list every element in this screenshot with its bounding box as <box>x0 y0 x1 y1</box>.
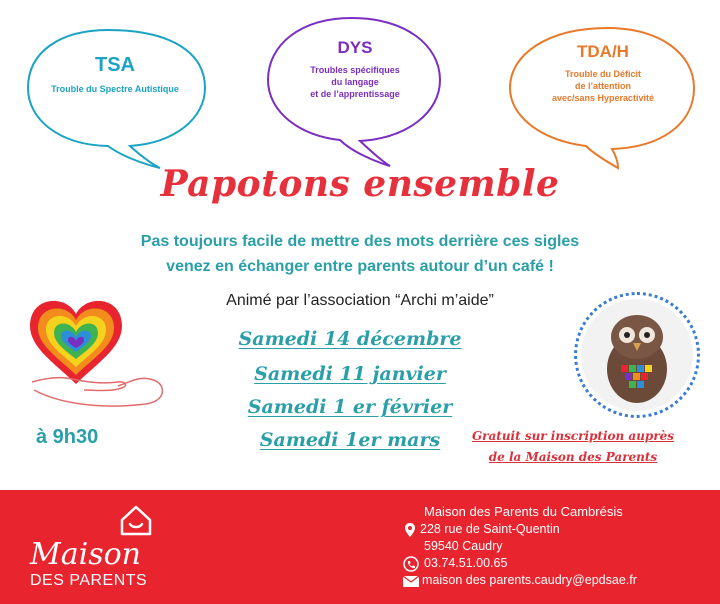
dys-subtitle-line: Troubles spécifiques <box>310 65 400 75</box>
gratuit-line-2: de la Maison des Parents <box>488 450 658 464</box>
tsa-bubble <box>30 54 200 95</box>
phone-number: 03.74.51.00.65 <box>424 556 508 570</box>
date-item: Samedi 1er mars <box>259 429 441 451</box>
dys-subtitle-line: et de l’apprentissage <box>310 89 400 99</box>
rainbow-heart-illustration <box>26 282 176 422</box>
owl-puppet-image <box>577 295 697 415</box>
tdah-bubble <box>514 42 692 104</box>
tdah-title: TDA/H <box>577 42 629 61</box>
intro-line-1: Pas toujours facile de mettre des mots derrière ces sigles <box>140 233 580 250</box>
logo-maison-text: Maison <box>30 537 141 572</box>
phone-icon <box>403 556 419 575</box>
tdah-subtitle-line: de l’attention <box>575 81 631 91</box>
rainbow-heart-icon <box>30 301 122 384</box>
org-name: Maison des Parents du Cambrésis <box>424 504 623 519</box>
dys-title: DYS <box>337 38 373 57</box>
date-item: Samedi 14 décembre <box>238 328 462 350</box>
gratuit-line-1: Gratuit sur inscription auprès <box>471 429 675 443</box>
logo-des-parents-text: DES PARENTS <box>30 572 148 589</box>
address-line-1: 228 rue de Saint-Quentin <box>420 522 560 536</box>
location-pin-icon <box>404 522 416 541</box>
tsa-title: TSA <box>95 54 135 76</box>
intro-line-2: venez en échanger entre parents autour d’un café ! <box>166 258 554 275</box>
page-title: Papotons ensemble <box>160 163 560 205</box>
house-smile-logo-icon <box>116 500 156 540</box>
address-line-2: 59540 Caudry <box>424 539 503 553</box>
tdah-subtitle-line: Trouble du Déficit <box>564 69 641 79</box>
tdah-subtitle-line: avec/sans Hyperactivité <box>551 93 655 103</box>
email-address: maison des parents.caudry@epdsae.fr <box>422 573 637 587</box>
hand-outline <box>32 378 162 406</box>
date-item: Samedi 11 janvier <box>254 363 446 385</box>
dys-bubble <box>272 38 438 100</box>
animated-by: Animé par l’association “Archi m’aide” <box>226 292 494 309</box>
dys-subtitle-line: du langage <box>331 77 379 87</box>
owl-photo-frame <box>574 292 700 418</box>
date-item: Samedi 1 er février <box>247 396 453 418</box>
tsa-bubble-outline <box>28 30 205 168</box>
envelope-icon <box>402 575 420 591</box>
event-time: à 9h30 <box>36 426 99 448</box>
tsa-subtitle: Trouble du Spectre Autistique <box>51 84 179 94</box>
